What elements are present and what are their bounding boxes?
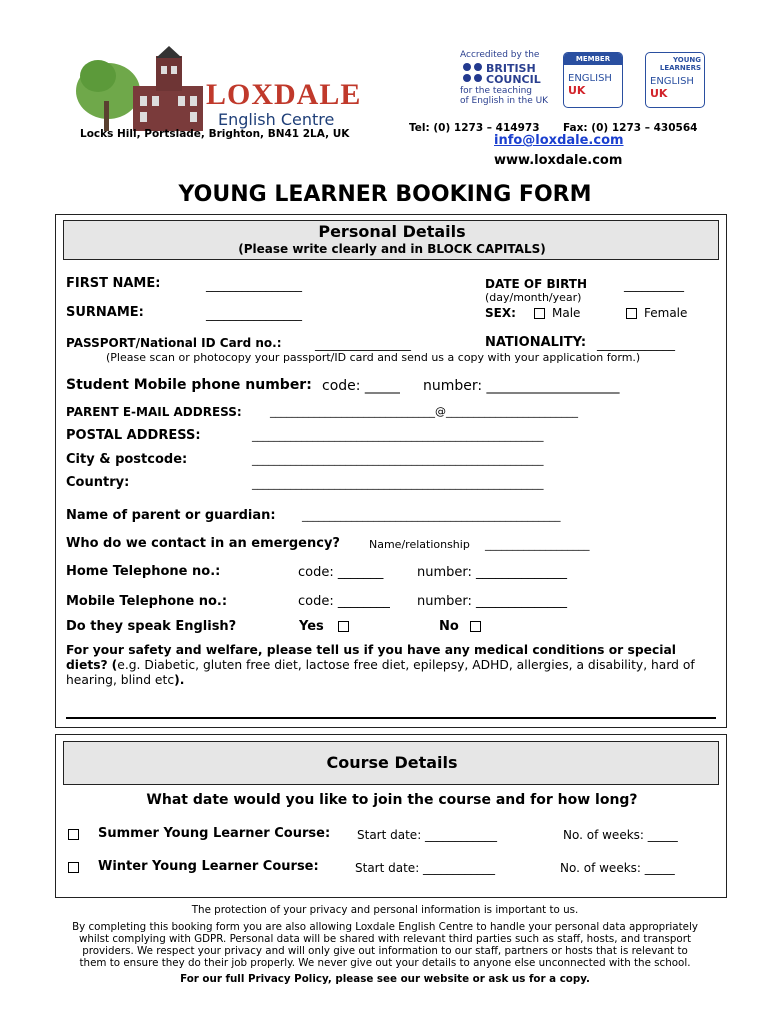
yes-label: Yes: [299, 619, 324, 634]
mobile-tel-number-input[interactable]: number: ______________: [417, 594, 568, 609]
male-checkbox[interactable]: [534, 308, 545, 319]
school-address: Locks Hill, Portslade, Brighton, BN41 2LA, UK: [80, 128, 350, 140]
surname-input[interactable]: ________________: [206, 307, 302, 321]
privacy-line-3: providers. We respect your privacy and will only give out information to our staff, partners or hosts that is relevant to: [82, 945, 688, 957]
winter-weeks-input[interactable]: No. of weeks: _____: [560, 861, 675, 875]
first-name-input[interactable]: ________________: [206, 278, 302, 292]
home-tel-number-input[interactable]: number: ______________: [417, 565, 568, 580]
dob-input[interactable]: __________: [624, 278, 684, 292]
privacy-notice: [0, 904, 770, 985]
passport-hint: (Please scan or photocopy your passport/ID card and send us a copy with your application form.): [106, 351, 641, 364]
parent-email-label: PARENT E-MAIL ADDRESS:: [66, 405, 242, 419]
student-mobile-label: Student Mobile phone number:: [66, 377, 312, 393]
speak-english-label: Do they speak English?: [66, 619, 237, 634]
winter-start-date-input[interactable]: Start date: ____________: [355, 861, 496, 875]
privacy-policy-note: For our full Privacy Policy, please see our website or ask us for a copy.: [180, 973, 590, 985]
english-uk-young-learners-badge: YOUNG LEARNERS ENGLISH UK: [645, 52, 705, 108]
surname-label: SURNAME:: [66, 305, 144, 320]
logo-text: LOXDALE: [206, 78, 362, 111]
dob-label: DATE OF BIRTH: [485, 277, 587, 291]
medical-answer-line[interactable]: [66, 717, 716, 719]
british-council-accreditation: Accredited by the BRITISH COUNCIL for the teaching of English in the UK: [460, 50, 549, 106]
yes-checkbox[interactable]: [338, 621, 349, 632]
male-label: Male: [552, 306, 581, 320]
personal-details-heading: Personal Details: [318, 222, 466, 241]
parent-email-input[interactable]: ______________________________@________________________: [270, 405, 578, 418]
privacy-intro: The protection of your privacy and personal information is important to us.: [191, 904, 579, 916]
summer-start-date-input[interactable]: Start date: ____________: [357, 828, 498, 842]
student-mobile-number-input[interactable]: number: ___________________: [423, 378, 620, 394]
summer-course-label: Summer Young Learner Course:: [98, 826, 331, 841]
city-postcode-label: City & postcode:: [66, 452, 188, 467]
privacy-line-2: whilst complying with GDPR. Personal data will be shared with relevant third parties such as staff, hosts, and transport: [78, 933, 692, 945]
emergency-label: Who do we contact in an emergency?: [66, 536, 340, 551]
home-tel-label: Home Telephone no.:: [66, 564, 221, 579]
contact-website-link[interactable]: www.loxdale.com: [494, 153, 623, 168]
female-label: Female: [644, 306, 688, 320]
emergency-hint: Name/relationship: [369, 538, 470, 551]
passport-label: PASSPORT/National ID Card no.:: [66, 336, 282, 350]
summer-course-checkbox[interactable]: [68, 829, 79, 840]
winter-course-checkbox[interactable]: [68, 862, 79, 873]
personal-details-subheading: (Please write clearly and in BLOCK CAPITALS): [238, 242, 546, 256]
logo-subtext: English Centre: [218, 110, 335, 129]
course-details-heading: Course Details: [326, 753, 458, 772]
city-postcode-input[interactable]: _____________________________________________________: [252, 453, 544, 466]
nationality-input[interactable]: _____________: [597, 337, 675, 351]
guardian-label: Name of parent or guardian:: [66, 508, 276, 523]
female-checkbox[interactable]: [626, 308, 637, 319]
postal-address-input[interactable]: _____________________________________________________: [252, 429, 544, 442]
first-name-label: FIRST NAME:: [66, 276, 161, 291]
loxdale-building-icon: [68, 46, 218, 131]
nationality-label: NATIONALITY:: [485, 335, 587, 350]
student-mobile-code-input[interactable]: code: _____: [322, 378, 400, 394]
dob-hint: (day/month/year): [485, 291, 582, 304]
british-council-dots-icon: [462, 62, 484, 84]
contact-tel: Tel: (0) 1273 – 414973: [409, 122, 540, 134]
no-label: No: [439, 619, 459, 634]
course-question: What date would you like to join the course and for how long?: [146, 792, 638, 808]
english-uk-member-badge: MEMBER ENGLISH UK: [563, 52, 623, 108]
mobile-tel-code-input[interactable]: code: ________: [298, 594, 390, 609]
contact-fax: Fax: (0) 1273 – 430564: [563, 122, 698, 134]
emergency-input[interactable]: ___________________: [485, 538, 590, 551]
no-checkbox[interactable]: [470, 621, 481, 632]
country-label: Country:: [66, 475, 130, 490]
summer-weeks-input[interactable]: No. of weeks: _____: [563, 828, 678, 842]
country-input[interactable]: _____________________________________________________: [252, 477, 544, 490]
privacy-line-4: them to ensure they do their job properly. We never give out your details to anyone else unconnected with the school.: [79, 957, 691, 969]
passport-input[interactable]: ________________: [315, 337, 411, 351]
home-tel-code-input[interactable]: code: _______: [298, 565, 384, 580]
guardian-input[interactable]: _______________________________________________: [302, 509, 561, 522]
privacy-line-1: By completing this booking form you are also allowing Loxdale English Centre to handle your personal data appropriately: [72, 921, 698, 933]
sex-label: SEX:: [485, 306, 516, 320]
contact-email-link[interactable]: info@loxdale.com: [494, 133, 624, 148]
winter-course-label: Winter Young Learner Course:: [98, 859, 319, 874]
logo: [68, 46, 362, 136]
postal-address-label: POSTAL ADDRESS:: [66, 428, 201, 443]
form-title: YOUNG LEARNER BOOKING FORM: [178, 182, 592, 207]
safety-question: For your safety and welfare, please tell us if you have any medical conditions or special diets? (e.g. Diabetic, gluten free diet, lactose free diet, epilepsy, ADHD, allergies, a disability, hard of hearing, blind etc).: [66, 643, 695, 687]
mobile-tel-label: Mobile Telephone no.:: [66, 594, 228, 609]
